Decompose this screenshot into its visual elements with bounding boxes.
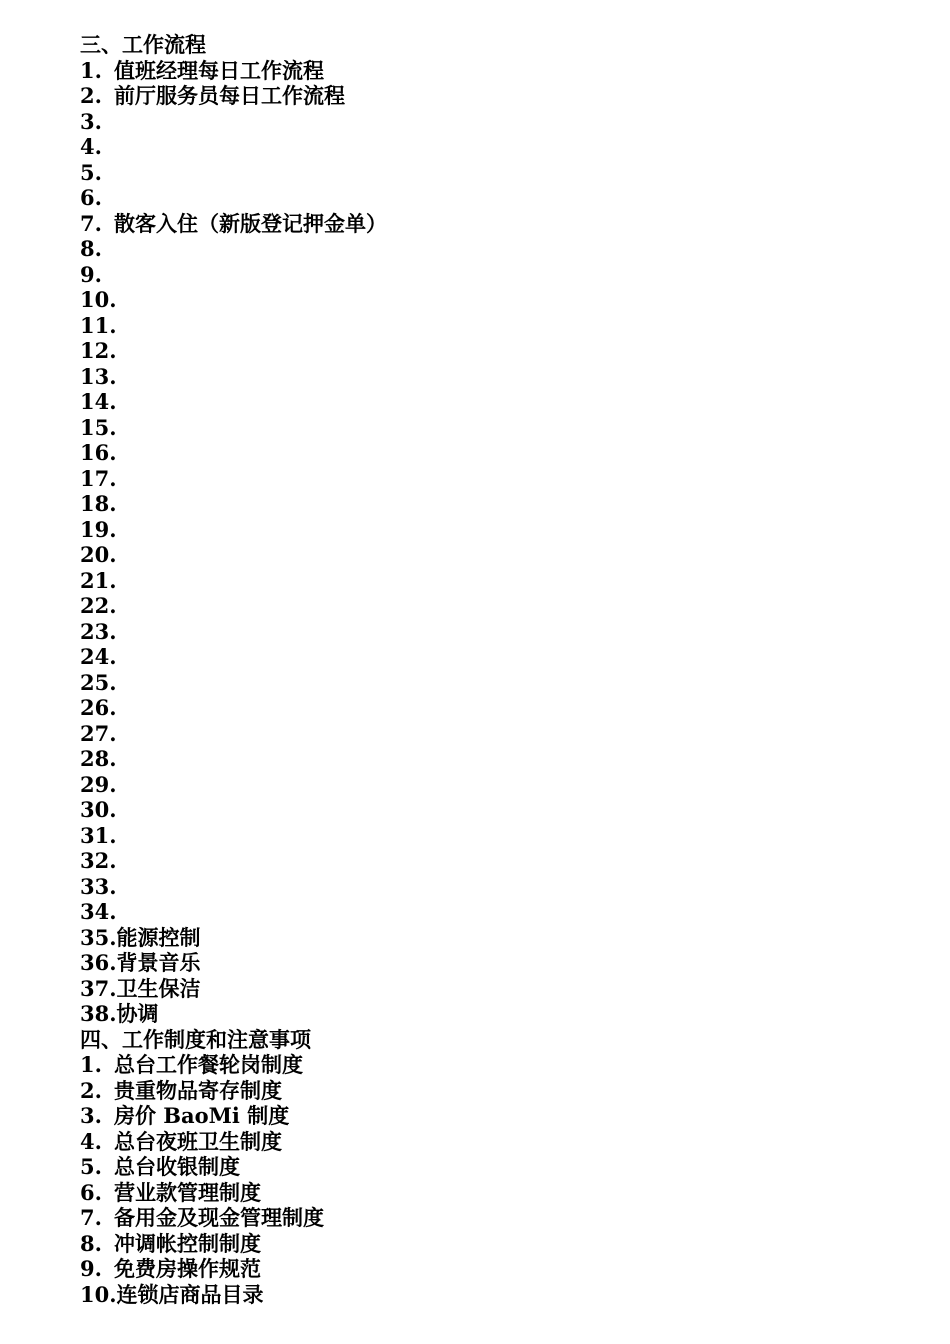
item-number: 37. — [80, 975, 117, 1001]
item-text: 卫生保洁 — [116, 975, 201, 1001]
item-text: 值班经理每日工作流程 — [114, 57, 324, 83]
item-text: 总台工作餐轮岗制度 — [114, 1052, 303, 1077]
list-item — [80, 1256, 900, 1282]
list-item — [80, 466, 900, 492]
list-item — [80, 848, 900, 874]
item-number: 33. — [80, 873, 117, 899]
item-text: 前厅服务员每日工作流程 — [114, 83, 345, 108]
list-item — [80, 619, 900, 645]
item-number: 15. — [80, 414, 117, 440]
item-number: 7. — [80, 210, 102, 236]
item-number: 22. — [80, 593, 117, 618]
item-number: 18. — [80, 491, 117, 516]
list-item — [80, 160, 900, 186]
item-number: 5. — [80, 1154, 102, 1179]
item-number: 14. — [80, 389, 117, 414]
item-text: 总台收银制度 — [114, 1154, 240, 1179]
document-page — [80, 32, 900, 1307]
list-item — [80, 721, 900, 747]
item-number: 11. — [80, 312, 117, 338]
item-number: 23. — [80, 618, 117, 644]
list-item — [80, 262, 900, 288]
section-4-heading: 四、工作制度和注意事项 — [80, 1026, 311, 1052]
list-item — [80, 313, 900, 339]
list-item — [80, 1001, 900, 1027]
list-item — [80, 517, 900, 543]
item-number: 12. — [80, 338, 117, 363]
item-text: 贵重物品寄存制度 — [114, 1077, 282, 1103]
list-item — [80, 58, 900, 84]
list-item — [80, 1078, 900, 1104]
list-item — [80, 1180, 900, 1206]
list-item — [80, 644, 900, 670]
item-number: 16. — [80, 440, 117, 465]
item-number: 19. — [80, 516, 117, 542]
item-number: 6. — [80, 1179, 102, 1205]
list-item — [80, 925, 900, 951]
list-item — [80, 695, 900, 721]
item-number: 7. — [80, 1205, 102, 1230]
item-text: 协调 — [116, 1001, 159, 1026]
list-item — [80, 364, 900, 390]
item-text: 散客入住（新版登记押金单） — [114, 210, 387, 236]
item-number: 1. — [80, 1052, 102, 1077]
list-item — [80, 593, 900, 619]
item-text: 背景音乐 — [116, 950, 201, 975]
item-number: 5. — [80, 159, 102, 185]
item-number: 17. — [80, 465, 117, 491]
list-item — [80, 1282, 900, 1308]
list-item — [80, 1103, 900, 1129]
item-number: 1. — [80, 57, 102, 83]
list-item — [80, 899, 900, 925]
item-number: 36. — [80, 950, 117, 975]
item-number: 10. — [80, 1281, 117, 1307]
item-text: 免费房操作规范 — [114, 1256, 261, 1281]
item-text: 连锁店商品目录 — [116, 1281, 264, 1307]
item-number: 3. — [80, 1103, 102, 1128]
item-number: 8. — [80, 236, 102, 261]
item-number: 21. — [80, 567, 117, 593]
list-item — [80, 976, 900, 1002]
item-number: 29. — [80, 771, 117, 797]
item-number: 10. — [80, 287, 117, 312]
list-item — [80, 950, 900, 976]
item-number: 28. — [80, 746, 117, 771]
item-text: 备用金及现金管理制度 — [114, 1205, 324, 1230]
list-item — [80, 134, 900, 160]
list-item — [80, 1205, 900, 1231]
list-item — [80, 1231, 900, 1257]
list-item — [80, 185, 900, 211]
list-item — [80, 542, 900, 568]
item-number: 2. — [80, 1077, 102, 1103]
item-number: 25. — [80, 669, 117, 695]
list-item — [80, 1052, 900, 1078]
list-item — [80, 670, 900, 696]
item-number: 34. — [80, 899, 117, 924]
item-number: 3. — [80, 108, 102, 134]
list-item — [80, 440, 900, 466]
item-number: 31. — [80, 822, 117, 848]
list-item — [80, 1129, 900, 1155]
list-item — [80, 109, 900, 135]
item-number: 20. — [80, 542, 117, 567]
item-number: 8. — [80, 1230, 102, 1256]
list-item — [80, 211, 900, 237]
list-item — [80, 772, 900, 798]
item-number: 35. — [80, 924, 117, 950]
item-text: 总台夜班卫生制度 — [114, 1128, 282, 1154]
list-item — [80, 874, 900, 900]
item-number: 4. — [80, 134, 102, 159]
list-item — [80, 338, 900, 364]
list-item — [80, 236, 900, 262]
section-3-list — [80, 58, 900, 1027]
item-text: 营业款管理制度 — [114, 1179, 261, 1205]
item-text: 房价 BaoMi 制度 — [114, 1103, 290, 1128]
item-number: 30. — [80, 797, 117, 822]
list-item — [80, 746, 900, 772]
section-4-list — [80, 1052, 900, 1307]
list-item — [80, 823, 900, 849]
item-number: 6. — [80, 185, 102, 210]
item-number: 9. — [80, 261, 102, 287]
list-item — [80, 1154, 900, 1180]
item-number: 32. — [80, 848, 117, 873]
item-text: 能源控制 — [116, 924, 201, 950]
list-item — [80, 797, 900, 823]
item-number: 38. — [80, 1001, 117, 1026]
list-item — [80, 389, 900, 415]
list-item — [80, 287, 900, 313]
item-number: 13. — [80, 363, 117, 389]
list-item — [80, 83, 900, 109]
item-number: 27. — [80, 720, 117, 746]
item-number: 4. — [80, 1128, 102, 1154]
list-item — [80, 415, 900, 441]
item-number: 2. — [80, 83, 102, 108]
item-number: 24. — [80, 644, 117, 669]
section-3-heading: 三、工作流程 — [80, 32, 206, 57]
item-text: 冲调帐控制制度 — [114, 1230, 261, 1256]
list-item — [80, 568, 900, 594]
list-item — [80, 491, 900, 517]
item-number: 9. — [80, 1256, 102, 1281]
item-number: 26. — [80, 695, 117, 720]
